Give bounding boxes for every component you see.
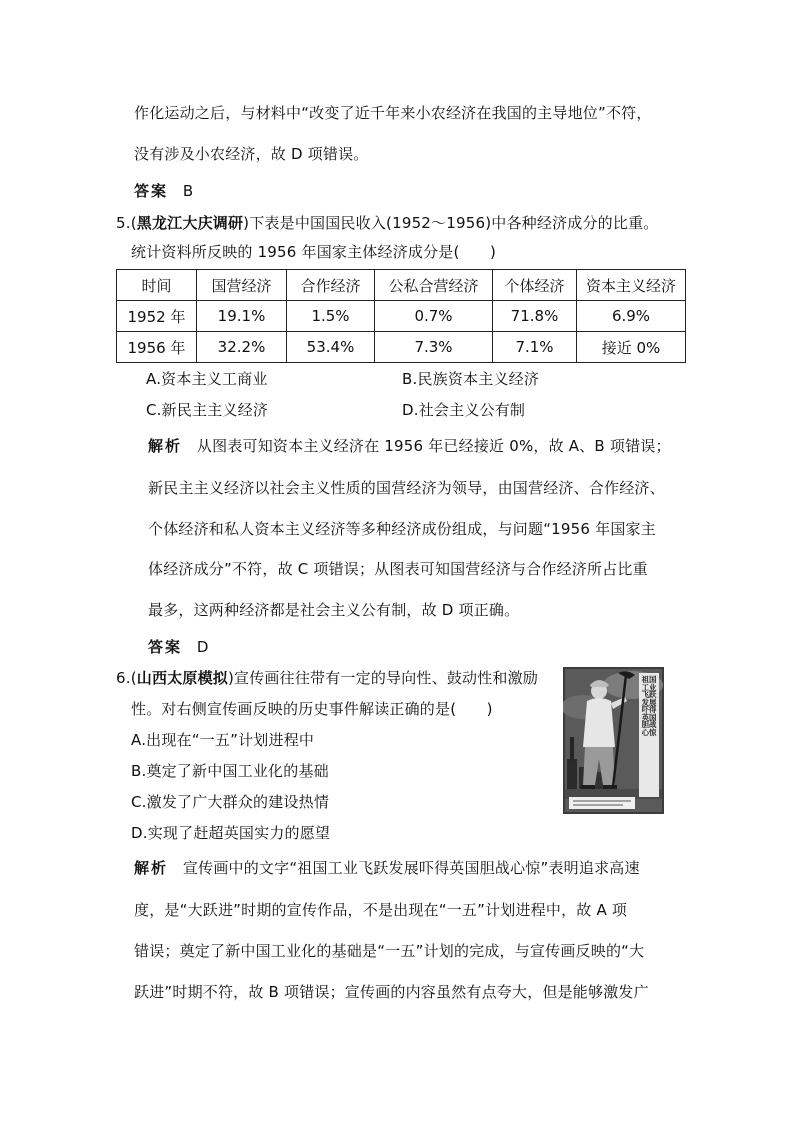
analysis-text: 宣传画中的文字“祖国工业飞跃发展吓得英国胆战心惊”表明追求高速: [182, 859, 640, 877]
q6-stem-line2: 性。对右侧宣传画反映的历史事件解读正确的是( ): [131, 700, 493, 718]
table-cell: 1.5%: [287, 301, 375, 332]
q6-analysis-line: 错误；奠定了新中国工业化的基础是“一五”计划的完成，与宣传画反映的“大: [134, 942, 645, 960]
q5-analysis-line: 新民主主义经济以社会主义性质的国营经济为领导，由国营经济、合作经济、: [148, 479, 665, 497]
question-stem: )宣传画往往带有一定的导向性、鼓动性和激励: [227, 669, 539, 687]
analysis-label: 解析: [134, 859, 169, 877]
q5-option-b: B.民族资本主义经济: [402, 370, 540, 388]
analysis-label: 解析: [148, 437, 183, 455]
table-cell: 19.1%: [197, 301, 287, 332]
table-header-row: [117, 270, 686, 301]
q6-option-c: C.激发了广大群众的建设热情: [131, 793, 330, 811]
table-cell: 1952 年: [117, 301, 197, 332]
question-number: 6.(: [116, 669, 137, 687]
table-row: [117, 332, 686, 363]
table-cell: 6.9%: [577, 301, 686, 332]
q6-option-a: A.出现在“一五”计划进程中: [131, 731, 315, 749]
q5-analysis-line: 体经济成分”不符，故 C 项错误；从图表可知国营经济与合作经济所占比重: [148, 560, 648, 578]
q5-stem: [116, 213, 658, 233]
question-stem: )下表是中国国民收入(1952～1956)中各种经济成分的比重。: [243, 214, 659, 232]
q5-analysis-line: [148, 436, 671, 456]
q4-answer: [134, 181, 193, 201]
question-number: 5.(: [116, 214, 137, 232]
table-cell: 1956 年: [117, 332, 197, 363]
q6-analysis-line: 跃进”时期不符，故 B 项错误；宣传画的内容虽然有点夸大，但是能够激发广: [134, 983, 649, 1001]
table-cell: 接近 0%: [577, 332, 686, 363]
answer-value: B: [182, 182, 194, 200]
table-cell: 32.2%: [197, 332, 287, 363]
table-cell: 7.3%: [375, 332, 493, 363]
table-cell: 53.4%: [287, 332, 375, 363]
q5-option-d: D.社会主义公有制: [402, 401, 526, 419]
propaganda-poster-image: [563, 667, 664, 814]
table-header-cell: 国营经济: [197, 270, 287, 301]
q5-option-c: C.新民主主义经济: [146, 401, 269, 419]
question-source: 山西太原模拟: [136, 669, 228, 687]
q6-analysis-line: 度，是“大跃进”时期的宣传作品，不是出现在“一五”计划进程中，故 A 项: [134, 901, 628, 919]
table-cell: 0.7%: [375, 301, 493, 332]
answer-label: 答案: [148, 638, 183, 656]
question-source: 黑龙江大庆调研: [136, 214, 244, 232]
table-header-cell: 个体经济: [493, 270, 577, 301]
q6-option-b: B.奠定了新中国工业化的基础: [131, 762, 329, 780]
table-header-cell: 时间: [117, 270, 197, 301]
q6-stem: [116, 668, 538, 688]
q5-analysis-line: 最多，这两种经济都是社会主义公有制，故 D 项正确。: [148, 601, 520, 619]
economy-table: [116, 269, 686, 363]
table-cell: 7.1%: [493, 332, 577, 363]
table-row: [117, 301, 686, 332]
table-cell: 71.8%: [493, 301, 577, 332]
table-header-cell: 合作经济: [287, 270, 375, 301]
poster-slogan: 祖国工业飞跃发展吓得英国胆战心惊: [641, 675, 657, 737]
q5-stem-line2: 统计资料所反映的 1956 年国家主体经济成分是( ): [131, 243, 497, 261]
q6-option-d: D.实现了赶超英国实力的愿望: [131, 824, 331, 842]
table-header-cell: 公私合营经济: [375, 270, 493, 301]
answer-label: 答案: [134, 182, 169, 200]
q5-answer: [148, 637, 209, 657]
answer-value: D: [196, 638, 209, 656]
q4-analysis-line: 没有涉及小农经济，故 D 项错误。: [134, 145, 369, 163]
analysis-text: 从图表可知资本主义经济在 1956 年已经接近 0%，故 A、B 项错误；: [196, 437, 671, 455]
table-header-cell: 资本主义经济: [577, 270, 686, 301]
q4-analysis-line: 作化运动之后，与材料中“改变了近千年来小农经济在我国的主导地位”不符，: [134, 104, 652, 122]
q5-option-a: A.资本主义工商业: [146, 370, 268, 388]
q5-analysis-line: 个体经济和私人资本主义经济等多种经济成份组成，与问题“1956 年国家主: [148, 520, 656, 538]
q6-analysis-line: [134, 858, 640, 878]
